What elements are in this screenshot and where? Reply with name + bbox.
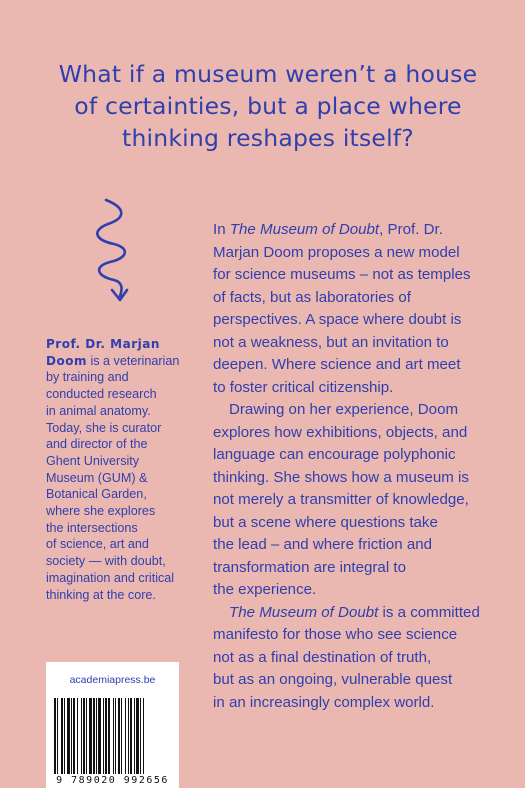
bio-line: by training and bbox=[46, 370, 129, 385]
barcode-bar bbox=[134, 698, 135, 774]
barcode-bar bbox=[140, 698, 141, 774]
barcode-bar bbox=[73, 698, 75, 774]
bio-line: thinking at the core. bbox=[46, 587, 156, 602]
blurb-text bbox=[213, 219, 513, 714]
blurb-line: to foster critical citizenship. bbox=[213, 378, 394, 396]
blurb-line: deepen. Where science and art meet bbox=[213, 356, 461, 373]
blurb-line: the experience. bbox=[213, 581, 317, 598]
barcode-bar bbox=[136, 698, 139, 774]
book-title: The Museum of Doubt bbox=[229, 603, 379, 621]
barcode-bar bbox=[77, 698, 78, 774]
bio-line: the intersections bbox=[46, 520, 138, 535]
blurb-line: thinking. She shows how a museum is bbox=[213, 468, 469, 486]
barcode-bar bbox=[57, 698, 58, 774]
barcode-bar bbox=[81, 698, 82, 774]
barcode-bar bbox=[105, 698, 107, 774]
barcode-bar bbox=[121, 698, 122, 774]
barcode-bar bbox=[108, 698, 110, 774]
barcode-bar bbox=[89, 698, 92, 774]
headline-line: thinking reshapes itself? bbox=[122, 124, 414, 152]
barcode-bar bbox=[115, 698, 116, 774]
blurb-line: of facts, but as laboratories of bbox=[213, 288, 412, 306]
barcode-bar bbox=[64, 698, 65, 774]
bio-line: society — with doubt, bbox=[46, 554, 166, 569]
publisher-url: academiapress.be bbox=[69, 674, 156, 686]
bio-line: and director of the bbox=[46, 437, 148, 452]
blurb-line: language can encourage polyphonic bbox=[213, 446, 456, 463]
blurb-line: but a scene where questions take bbox=[213, 513, 438, 531]
blurb-line: but as an ongoing, vulnerable quest bbox=[213, 671, 453, 688]
bio-line: Botanical Garden, bbox=[46, 487, 147, 502]
bio-line: Today, she is curator bbox=[46, 420, 162, 435]
barcode-bar bbox=[67, 698, 70, 774]
barcode-bar bbox=[96, 698, 97, 774]
bio-line: in animal anatomy. bbox=[46, 403, 151, 418]
bio-text: is a veterinarian bbox=[86, 353, 180, 368]
author-name-cont: Doom bbox=[46, 353, 87, 368]
bio-line: imagination and critical bbox=[46, 570, 175, 585]
squiggle-arrow-icon bbox=[92, 198, 136, 304]
barcode-icon bbox=[54, 698, 171, 774]
isbn-number: 9 789020 992656 bbox=[56, 775, 169, 786]
blurb-text-span: In bbox=[213, 221, 230, 238]
barcode-bar bbox=[54, 698, 56, 774]
bio-line: Museum (GUM) & bbox=[46, 470, 148, 485]
blurb-line: not a weakness, but an invitation to bbox=[213, 333, 449, 351]
barcode-bar bbox=[61, 698, 63, 774]
book-title: The Museum of Doubt bbox=[229, 221, 380, 238]
blurb-line: not merely a transmitter of knowledge, bbox=[213, 491, 469, 508]
headline-line: What if a museum weren’t a house bbox=[58, 60, 478, 88]
barcode-bar bbox=[130, 698, 132, 774]
barcode-bar bbox=[93, 698, 95, 774]
barcode-bar bbox=[98, 698, 101, 774]
headline bbox=[58, 58, 478, 154]
blurb-line: transformation are integral to bbox=[213, 558, 406, 576]
blurb-line: not as a final destination of truth, bbox=[213, 648, 432, 666]
author-bio bbox=[46, 336, 181, 603]
bio-line: conducted research bbox=[46, 387, 157, 402]
headline-line: of certainties, but a place where bbox=[74, 92, 462, 120]
barcode-bar bbox=[118, 698, 120, 774]
barcode-bar bbox=[71, 698, 72, 774]
bio-line: Ghent University bbox=[46, 453, 140, 468]
author-name: Prof. Dr. Marjan bbox=[46, 337, 160, 351]
blurb-text-span: , Prof. Dr. bbox=[379, 221, 443, 238]
blurb-line: in an increasingly complex world. bbox=[213, 693, 435, 711]
blurb-line: perspectives. A space where doubt is bbox=[213, 311, 462, 328]
blurb-line: for science museums – not as temples bbox=[213, 266, 471, 283]
barcode-bar bbox=[83, 698, 85, 774]
barcode-bar bbox=[125, 698, 126, 774]
bio-line: of science, art and bbox=[46, 537, 149, 552]
barcode-bar bbox=[103, 698, 104, 774]
blurb-line: Drawing on her experience, Doom bbox=[229, 401, 459, 418]
barcode-bar bbox=[143, 698, 144, 774]
blurb-line: manifesto for those who see science bbox=[213, 626, 458, 643]
barcode-bar bbox=[128, 698, 129, 774]
blurb-line: explores how exhibitions, objects, and bbox=[213, 423, 468, 441]
blurb-line: Marjan Doom proposes a new model bbox=[213, 243, 460, 261]
barcode-panel bbox=[46, 662, 179, 788]
barcode-bar bbox=[86, 698, 87, 774]
bio-line: where she explores bbox=[46, 504, 156, 519]
barcode-bar bbox=[113, 698, 114, 774]
blurb-line: the lead – and where friction and bbox=[213, 536, 433, 553]
blurb-text-span: is a committed bbox=[378, 603, 480, 621]
